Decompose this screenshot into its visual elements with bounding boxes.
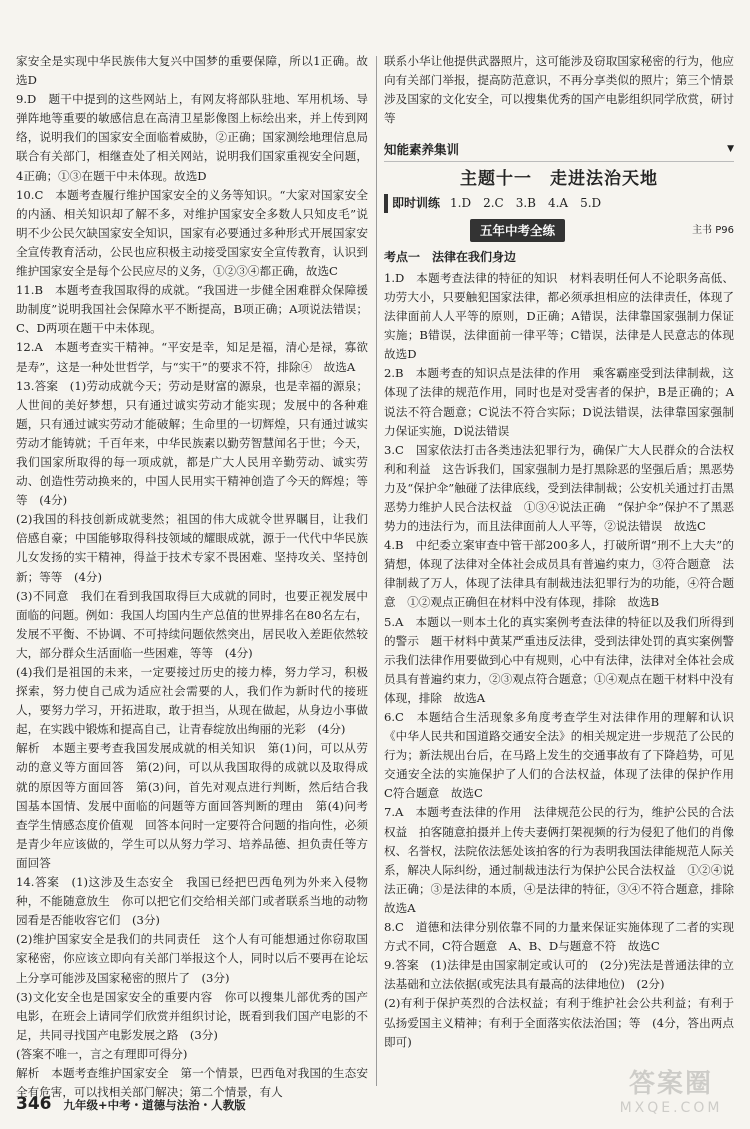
answer-paragraph: 解析 本题考查维护国家安全 第一个情景，巴西龟对我国的生态安全有危害，可以找相关部门解决；第二个情景，有人 [16, 1065, 368, 1100]
answer-paragraph: 9.D 题干中提到的这些网站上，有网友将部队驻地、军用机场、导弹阵地等重要的敏感信息在高清卫星影像图上标绘出来，并上传到网络，说明我们的国家安全面临着威胁，②正确；国家测绘地理信息局联合有关部门，相继查处了相关网站，说明我们国家重视安全问题，4正确；①③在题干中未体现。故选D [16, 92, 368, 183]
drill-label: 即时训练 [384, 194, 440, 213]
page-footer [16, 1094, 246, 1114]
answer-paragraph: (3)不同意 我们在看到我国取得巨大成就的同时，也要正视发展中面临的问题。例如：我国人均国内生产总值的世界排名在80名左右，发展不平衡、不协调、不可持续问题依然突出，居民收入差距依然较大，部分群众生活面临一些困难，等等 (4分) [16, 588, 368, 660]
answer-paragraph: (4)我们是祖国的未来，一定要接过历史的接力棒，努力学习，积极探索，努力使自己成为适应社会需要的人，我们作为新时代的接班人，要努力学习，开拓进取，敢于担当，从现在做起，从身边小事做起，在实践中锻炼和提高自己，让青春绽放出绚丽的光彩 (4分) [16, 665, 368, 737]
answer-paragraph: 2.B 本题考查的知识点是法律的作用 乘客霸座受到法律制裁，这体现了法律的规范作用，同时也是对受害者的保护，B是正确的；A说法不符合题意；C说法不符合实际；D说法错误，法律靠国家强制力保证实施，D说法错误 [384, 366, 734, 438]
theme-title: 主题十一 走进法治天地 [460, 169, 658, 190]
left-column [16, 52, 368, 1102]
section-label: 知能素养集训 [384, 142, 460, 158]
answer-paragraph: 14.答案 (1)这涉及生态安全 我国已经把巴西龟列为外来入侵物种，不能随意放生 你可以把它们交给相关部门或者联系当地的动物园看是否能收容它们 (3分) [16, 875, 368, 928]
point-heading: 考点一 法律在我们身边 [384, 249, 517, 264]
exam-badge: 五年中考全练 [470, 219, 565, 242]
answer-paragraph: (2)有利于保护英烈的合法权益；有利于维护社会公共利益；有利于弘扬爱国主义精神；有利于全面落实依法治国；等 (4分，答出两点即可) [384, 996, 734, 1049]
answer-paragraph: 8.C 道德和法律分别依靠不同的力量来保证实施体现了二者的实现方式不同，C符合题意 A、B、D与题意不符 故选C [384, 920, 734, 954]
answer-paragraph: 12.A 本题考查实干精神。“平安是幸，知足是福，清心是禄，寡欲是寿”，这是一种处世哲学，与“实干”的要求不符，排除④ 故选A [16, 340, 368, 374]
triangle-down-icon: ▼ [727, 144, 734, 155]
watermark-logo [600, 1063, 742, 1125]
drill-row [384, 194, 734, 213]
answer-paragraph: 家安全是实现中华民族伟大复兴中国梦的重要保障，所以1正确。故选D [16, 54, 368, 88]
answer-paragraph: 4.B 中纪委立案审查中管干部200多人，打破所谓“刑不上大夫”的猜想，体现了法律对全体社会成员具有普遍约束力，③符合题意 法律制裁了万人，体现了法律具有制裁违法犯罪行为的功能，④符合题意 ①②观点正确但在材料中没有体现，排除 故选B [384, 538, 734, 610]
answer-paragraph: 10.C 本题考查履行维护国家安全的义务等知识。“大家对国家安全的内涵、相关知识却了解不多，对维护国家安全多数人只知皮毛”说明不少公民欠缺国家安全知识，国家有必要通过多种形式开展国家安全宣传教育活动，公民也应积极主动接受国家安全宣传教育，认识到维护国家安全是每个公民应尽的义务，①②③④都正确，故选C [16, 187, 368, 279]
answer-paragraph: 13.答案 (1)劳动成就今天；劳动是财富的源泉，也是幸福的源泉；人世间的美好梦想，只有通过诚实劳动才能实现；发展中的各种难题，只有通过诚实劳动才能破解；生命里的一切辉煌，只有通过诚实劳动才能铸就；千百年来，中华民族素以勤劳智慧闻名于世；今天，我们国家所取得的每一项成就，都是广大人民用辛勤劳动、诚实劳动、创造性劳动换来的，中国人民用实干精神创造了今天的辉煌；等等 (4分) [16, 378, 368, 508]
answer-paragraph: (2)维护国家安全是我们的共同责任 这个人有可能想通过你窃取国家秘密，你应该立即向有关部门举报这个人，同时以后不要再在论坛上分享可能涉及国家秘密的照片了 (3分) [16, 932, 368, 985]
page-number: 346 [16, 1094, 52, 1114]
section-header [384, 140, 734, 162]
answer-paragraph: 联系小华让他提供武器照片，这可能涉及窃取国家秘密的行为，他应向有关部门举报，提高防范意识，不再分享类似的照片；第三个情景涉及国家的文化安全，可以搜集优秀的国产电影组织同学欣赏，研讨等 [384, 54, 734, 126]
column-divider [376, 56, 377, 1086]
answer-paragraph: 6.C 本题结合生活现象多角度考查学生对法律作用的理解和认识 《中华人民共和国道路交通安全法》的相关规定进一步规范了公民的行为；新法规出台后，在马路上发生的交通事故有了下降趋势，可见交通安全法的实施保护了人们的合法权益，体现了法律的保护作用 C符合题意 故选C [384, 710, 746, 801]
answer-paragraph: 解析 本题主要考查我国发展成就的相关知识 第(1)问，可以从劳动的意义等方面回答 第(2)问，可以从我国取得的成就以及取得成就的原因等方面回答 第(3)问，首先对观点进行判断，然后结合我国基本国情、发展中面临的问题等方面回答判断的理由 第(4)问考查学生情感态度价值观 回答本问时一定要符合问题的指向性，必须是青少年应该做的，学生可以从努力学习、培养品德、担负责任等方面回答 [16, 741, 368, 870]
drill-answers: 1.D 2.C 3.B 4.A 5.D [450, 195, 602, 210]
answer-paragraph: 3.C 国家依法打击各类违法犯罪行为，确保广大人民群众的合法权利和利益 这告诉我们，国家强制力是打黑除恶的坚强后盾；黑恶势力及“保护伞”触碰了法律底线，受到法律制裁；公安机关通过打击黑恶势力维护人民合法权益 ①③④说法正确 “保护伞”保护不了黑恶势力的违法行为，而且法律面前人人平等，②说法错误 故选C [384, 442, 734, 534]
watermark-url: MXQE.COM [619, 1100, 723, 1116]
exam-row [384, 219, 734, 242]
answer-paragraph: (3)文化安全也是国家安全的重要内容 你可以搜集儿部优秀的国产电影，在班会上请同学们欣赏并组织讨论，既看到我们国产电影的不足，共同寻找国产电影发展之路 (3分) [16, 989, 368, 1042]
answer-paragraph: 9.答案 (1)法律是由国家制定或认可的 (2分)宪法是普通法律的立法基础和立法依据(或宪法具有最高的法律地位) (2分) [384, 958, 734, 992]
answer-paragraph: 1.D 本题考查法律的特征的知识 材料表明任何人不论职务高低、功劳大小，只要触犯国家法律，都必须承担相应的法律责任，体现了法律面前人人平等的原则，D正确；A错误，法律靠国家强制力保证实施；B错误，法律面前一律平等；C错误，法律是人民意志的体现 故选D [384, 270, 746, 362]
answer-paragraph: 5.A 本题以一则本土化的真实案例考查法律的特征以及我们所得到的警示 题干材料中黄某严重违反法律，受到法律处罚的真实案例警示我们法律作用要做到心中有规则，心中有法律，法律对全体社会成员具有普遍约束力，②③观点符合题意；①④观点在题干材料中没有体现，排除 故选A [384, 614, 734, 705]
book-title: 九年级+中考・道德与法治・人教版 [63, 1098, 246, 1112]
answer-paragraph: 7.A 本题考查法律的作用 法律规范公民的行为，维护公民的合法权益 拍客随意拍摄并上传夫妻俩打架视频的行为侵犯了他们的肖像权、名誉权，法院依法惩处该拍客的行为表明我国法律能规范人际关系，解决人际纠纷，通过制裁违法行为保护公民合法权益 ①②④说法正确；③是法律的本质，④是法律的特征，③④不符合题意，排除 故选A [384, 805, 746, 915]
answer-paragraph: 11.B 本题考查我国取得的成就。“我国进一步健全困难群众保障援助制度”说明我国社会保障水平不断提高，B项正确；A项说法错误；C、D两项在题干中未体现。 [16, 283, 368, 336]
exam-page-ref: 主书 P96 [692, 224, 734, 236]
watermark-text: 答案圈 [628, 1069, 713, 1099]
right-column [384, 52, 746, 1052]
answer-paragraph: (2)我国的科技创新成就斐然；祖国的伟大成就令世界瞩目，让我们倍感自豪；中国能够取得科技领域的耀眼成就，源于一代代中华民族儿女发扬的实干精神，得益于技术专家不畏困难、坚持攻关、坚持创新；等等 (4分) [16, 512, 368, 584]
answer-paragraph: (答案不唯一，言之有理即可得分) [16, 1046, 188, 1061]
